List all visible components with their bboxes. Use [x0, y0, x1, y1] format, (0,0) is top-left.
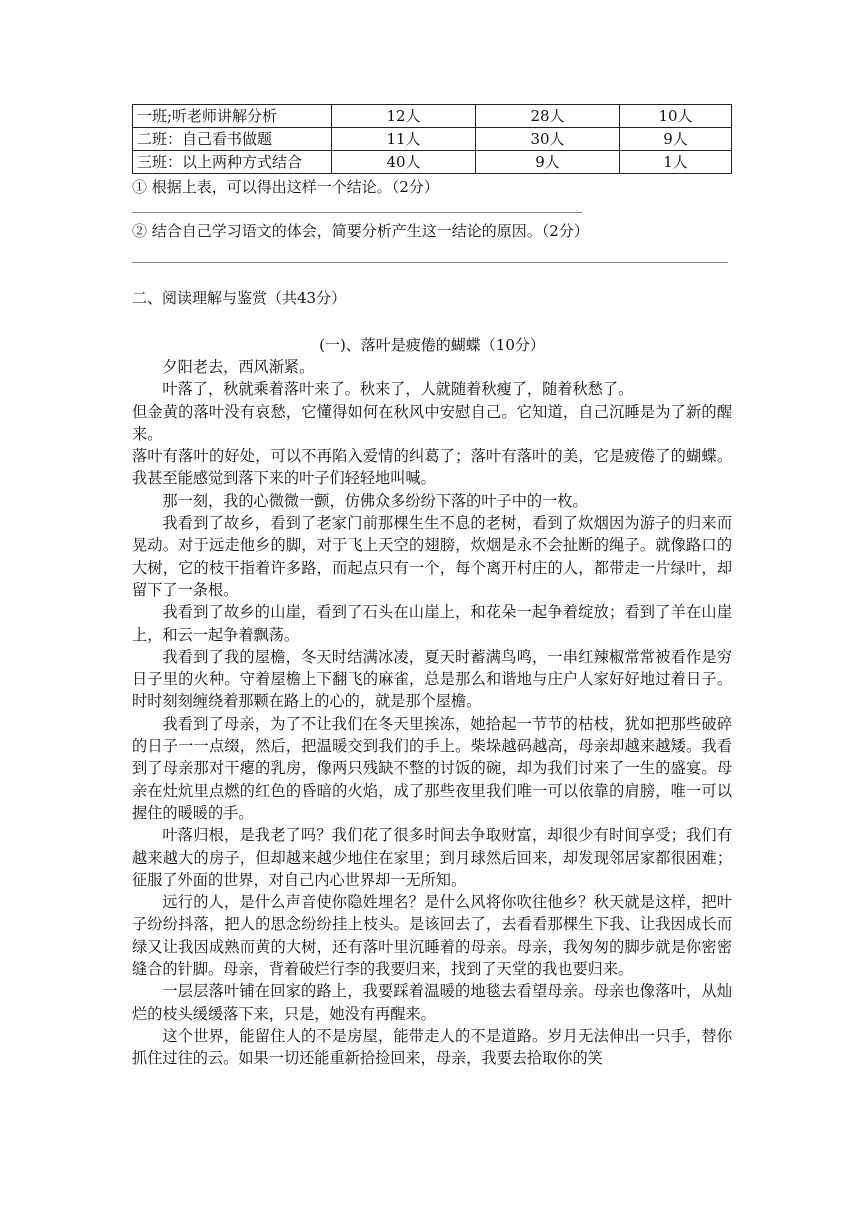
passage-title: (一)、落叶是疲倦的蝴蝶（10分） [319, 336, 545, 354]
paragraph: 落叶有落叶的好处，可以不再陷入爱情的纠葛了；落叶有落叶的美，它是疲倦了的蝴蝶。我甚至能感觉到落下来的叶子们轻轻地叫喊。 [132, 447, 732, 488]
answer-line-2[interactable] [132, 262, 728, 263]
table-cell: 40人 [332, 151, 476, 174]
table-cell: 11人 [332, 128, 476, 151]
paragraph: 那一刻，我的心微微一颤，仿佛众多纷纷下落的叶子中的一枚。 [162, 491, 588, 510]
table-cell: 9人 [620, 128, 732, 151]
paragraph: 叶落了，秋就乘着落叶来了。秋来了，人就随着秋瘦了，随着秋愁了。 [162, 380, 634, 399]
question-2: ② 结合自己学习语文的体会，简要分析产生这一结论的原因。（2分） [132, 222, 589, 240]
paragraph: 夕阳老去，西风渐紧。 [162, 358, 315, 376]
question-1: ① 根据上表，可以得出这样一个结论。（2分） [132, 178, 439, 196]
table-cell: 30人 [476, 128, 620, 151]
paragraph: 一层层落叶铺在回家的路上，我要踩着温暖的地毯去看望母亲。母亲也像落叶，从灿烂的枝头缓缓落下来，只是，她没有再醒来。 [132, 982, 732, 1023]
table-cell: 一班;听老师讲解分析 [133, 105, 332, 128]
table-cell: 9人 [476, 151, 620, 174]
table-cell: 28人 [476, 105, 620, 128]
table-cell: 三班：以上两种方式结合 [133, 151, 332, 174]
paragraph: 这个世界，能留住人的不是房屋，能带走人的不是道路。岁月无法伸出一只手，替你抓住过往的云。如果一切还能重新拾捡回来，母亲，我要去拾取你的笑 [132, 1026, 732, 1068]
passage-body [132, 356, 732, 1070]
table-cell: 10人 [620, 105, 732, 128]
table-row [133, 151, 732, 174]
section-heading: 二、阅读理解与鉴赏（共43分） [132, 289, 347, 307]
table-cell: 1人 [620, 151, 732, 174]
table-row [133, 105, 732, 128]
table-cell: 二班：自己看书做题 [133, 128, 332, 151]
paragraph: 我看到了故乡，看到了老家门前那棵生生不息的老树，看到了炊烟因为游子的归来而晃动。对于远走他乡的脚，对于飞上天空的翅膀，炊烟是永不会扯断的绳子。就像路口的大树，它的枝干指着许多路，而起点只有一个，每个离开村庄的人，都带走一片绿叶，却留下了一条根。 [132, 514, 732, 599]
paragraph: 我看到了母亲，为了不让我们在冬天里挨冻，她拾起一节节的枯枝，犹如把那些破碎的日子一一点缀，然后，把温暖交到我们的手上。柴垛越码越高，母亲却越来越矮。我看到了母亲那对干瘪的乳房，像两只残缺不整的讨饭的碗，却为我们讨来了一生的盛宴。母亲在灶炕里点燃的红色的昏暗的火焰，成了那些夜里我们唯一可以依靠的肩膀，唯一可以握住的暖暖的手。 [132, 714, 732, 822]
paragraph: 但金黄的落叶没有哀愁，它懂得如何在秋风中安慰自己。它知道，自己沉睡是为了新的醒来。 [132, 402, 732, 443]
answer-line-1[interactable] [132, 212, 582, 213]
table-row [133, 128, 732, 151]
paragraph: 我看到了故乡的山崖，看到了石头在山崖上，和花朵一起争着绽放；看到了羊在山崖上，和云一起争着飘荡。 [132, 603, 732, 644]
paragraph: 叶落归根，是我老了吗？我们花了很多时间去争取财富，却很少有时间享受；我们有越来越大的房子，但却越来越少地住在家里；到月球然后回来，却发现邻居家都很困难；征服了外面的世界，对自己内心世界却一无所知。 [132, 826, 732, 889]
paragraph: 远行的人，是什么声音使你隐姓埋名？是什么风将你吹往他乡？秋天就是这样，把叶子纷纷抖落，把人的思念纷纷挂上枝头。是该回去了，去看看那棵生下我、让我因成长而绿又让我因成熟而黄的大树，还有落叶里沉睡着的母亲。母亲，我匆匆的脚步就是你密密缝合的针脚。母亲，背着破烂行李的我要归来，找到了天堂的我也要归来。 [132, 893, 732, 979]
survey-table [132, 104, 732, 174]
paragraph: 我看到了我的屋檐，冬天时结满冰凌，夏天时蓄满鸟鸣，一串红辣椒常常被看作是穷日子里的火种。守着屋檐上下翻飞的麻雀，总是那么和谐地与庄户人家好好地过着日子。时时刻刻缠绕着那颗在路上的心的，就是那个屋檐。 [132, 647, 732, 711]
table-cell: 12人 [332, 105, 476, 128]
